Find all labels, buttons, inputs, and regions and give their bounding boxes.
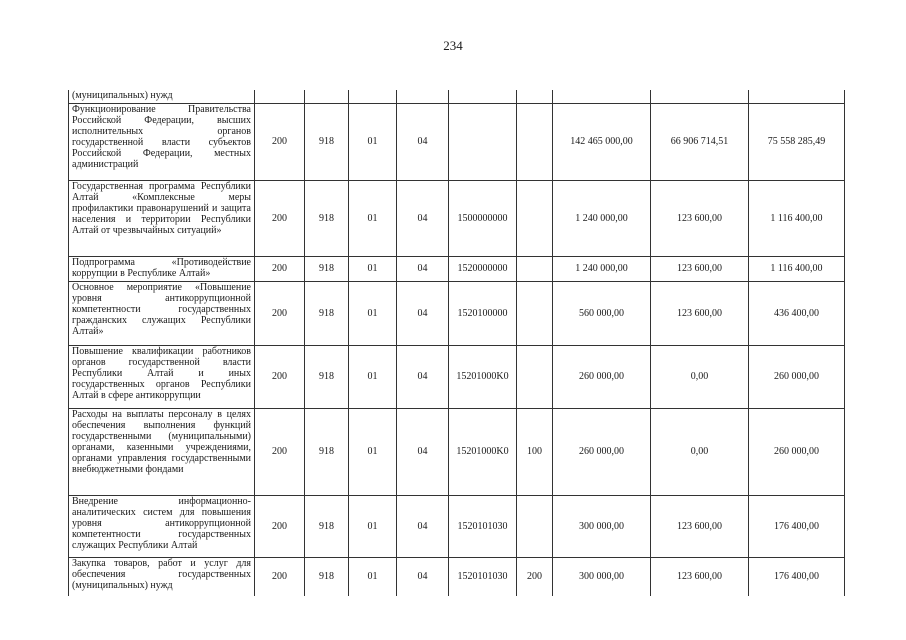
cell-section: 01 (349, 103, 397, 180)
cell-approved: 260 000,00 (553, 345, 651, 408)
table-row (69, 103, 845, 180)
cell-executed: 123 600,00 (651, 495, 749, 557)
cell-approved: 1 240 000,00 (553, 256, 651, 281)
cell-ministry: 918 (305, 103, 349, 180)
cell-target (449, 103, 517, 180)
row-name: Расходы на выплаты персоналу в целях обеспечения выполнения функций государственными (муниципальными) органами, казенными учреждениями, органами управления государственными внебюджетными фондами (69, 408, 255, 495)
cell-subsection: 04 (397, 345, 449, 408)
cell-expense-type (517, 103, 553, 180)
cell-executed: 123 600,00 (651, 281, 749, 345)
cell-section: 01 (349, 345, 397, 408)
row-name: Подпрограмма «Противодействие коррупции в Республике Алтай» (69, 256, 255, 281)
cell-expense-type (517, 345, 553, 408)
cell-approved: 260 000,00 (553, 408, 651, 495)
cell-code: 200 (255, 281, 305, 345)
cell-section: 01 (349, 408, 397, 495)
cell-approved: 300 000,00 (553, 557, 651, 596)
page-number: 234 (443, 38, 463, 53)
cell-approved: 300 000,00 (553, 495, 651, 557)
cell-code: 200 (255, 345, 305, 408)
cell-approved: 142 465 000,00 (553, 103, 651, 180)
table-row (69, 256, 845, 281)
cell-ministry: 918 (305, 495, 349, 557)
cell-remaining: 1 116 400,00 (749, 180, 845, 256)
cell-expense-type (517, 281, 553, 345)
cell-target (449, 90, 517, 103)
cell-subsection: 04 (397, 180, 449, 256)
row-name: Государственная программа Республики Алтай «Комплексные меры профилактики правонарушений и защита населения и территории Республики Алтай от чрезвычайных ситуаций» (69, 180, 255, 256)
cell-executed (651, 90, 749, 103)
cell-subsection: 04 (397, 256, 449, 281)
cell-executed: 123 600,00 (651, 180, 749, 256)
cell-expense-type (517, 256, 553, 281)
cell-section: 01 (349, 557, 397, 596)
cell-ministry: 918 (305, 408, 349, 495)
table-row (69, 345, 845, 408)
row-name: Основное мероприятие «Повышение уровня антикоррупционной компетентности государственных гражданских служащих Республики Алтай» (69, 281, 255, 345)
cell-executed: 123 600,00 (651, 557, 749, 596)
table-row (69, 408, 845, 495)
cell-remaining: 260 000,00 (749, 408, 845, 495)
cell-expense-type: 200 (517, 557, 553, 596)
cell-code: 200 (255, 180, 305, 256)
cell-subsection: 04 (397, 408, 449, 495)
cell-executed: 0,00 (651, 345, 749, 408)
row-name: (муниципальных) нужд (69, 90, 255, 103)
cell-target: 15201000K0 (449, 345, 517, 408)
cell-approved (553, 90, 651, 103)
table-row (69, 180, 845, 256)
cell-section: 01 (349, 495, 397, 557)
cell-subsection: 04 (397, 495, 449, 557)
cell-executed: 0,00 (651, 408, 749, 495)
cell-section (349, 90, 397, 103)
cell-code: 200 (255, 557, 305, 596)
table-row (69, 495, 845, 557)
cell-target: 1520000000 (449, 256, 517, 281)
cell-ministry: 918 (305, 345, 349, 408)
table-row (69, 281, 845, 345)
row-name: Функционирование Правительства Российской Федерации, высших исполнительных органов государственной власти субъектов Российской Федерации, местных администраций (69, 103, 255, 180)
row-name: Внедрение информационно-аналитических систем для повышения уровня антикоррупционной компетентности государственных служащих Республики Алтай (69, 495, 255, 557)
cell-target: 1500000000 (449, 180, 517, 256)
cell-ministry: 918 (305, 557, 349, 596)
cell-target: 15201000K0 (449, 408, 517, 495)
row-name: Закупка товаров, работ и услуг для обеспечения государственных (муниципальных) нужд (69, 557, 255, 596)
cell-remaining: 176 400,00 (749, 495, 845, 557)
cell-section: 01 (349, 281, 397, 345)
cell-subsection: 04 (397, 281, 449, 345)
cell-remaining: 260 000,00 (749, 345, 845, 408)
cell-section: 01 (349, 180, 397, 256)
cell-target: 1520101030 (449, 495, 517, 557)
cell-expense-type (517, 90, 553, 103)
cell-subsection (397, 90, 449, 103)
cell-ministry: 918 (305, 281, 349, 345)
table-row (69, 90, 845, 103)
cell-target: 1520101030 (449, 557, 517, 596)
cell-remaining (749, 90, 845, 103)
cell-section: 01 (349, 256, 397, 281)
table-row (69, 557, 845, 596)
cell-expense-type (517, 495, 553, 557)
cell-ministry: 918 (305, 180, 349, 256)
cell-code: 200 (255, 408, 305, 495)
cell-code: 200 (255, 103, 305, 180)
cell-expense-type: 100 (517, 408, 553, 495)
cell-remaining: 1 116 400,00 (749, 256, 845, 281)
row-name: Повышение квалификации работников органов государственной власти Республики Алтай и иных государственных органов Республики Алтай в сфере антикоррупции (69, 345, 255, 408)
cell-expense-type (517, 180, 553, 256)
budget-table (68, 90, 845, 596)
cell-approved: 560 000,00 (553, 281, 651, 345)
cell-code: 200 (255, 256, 305, 281)
cell-target: 1520100000 (449, 281, 517, 345)
cell-ministry: 918 (305, 256, 349, 281)
cell-remaining: 75 558 285,49 (749, 103, 845, 180)
cell-code (255, 90, 305, 103)
cell-remaining: 436 400,00 (749, 281, 845, 345)
cell-executed: 66 906 714,51 (651, 103, 749, 180)
cell-executed: 123 600,00 (651, 256, 749, 281)
cell-remaining: 176 400,00 (749, 557, 845, 596)
cell-approved: 1 240 000,00 (553, 180, 651, 256)
cell-code: 200 (255, 495, 305, 557)
cell-subsection: 04 (397, 557, 449, 596)
cell-ministry (305, 90, 349, 103)
cell-subsection: 04 (397, 103, 449, 180)
